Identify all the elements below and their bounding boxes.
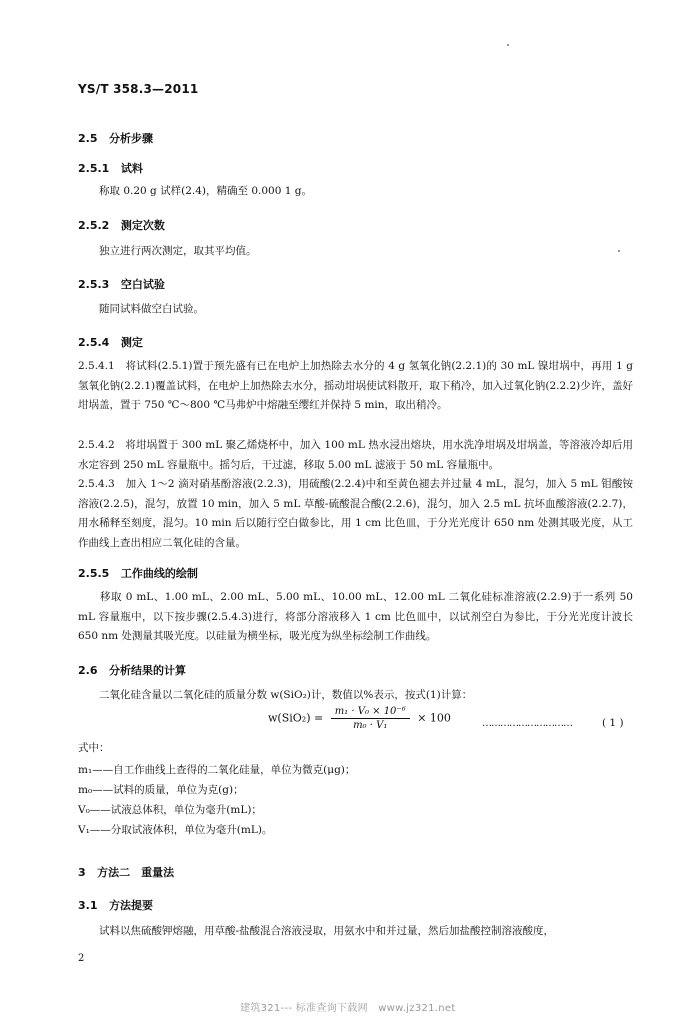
section-2-5-3-heading: [78, 276, 165, 292]
section-number: 2.5.2: [78, 219, 110, 232]
section-title: 试料: [120, 162, 143, 175]
section-2-5-2-text: 独立进行两次测定，取其平均值。: [99, 245, 257, 257]
formula-rhs: × 100: [417, 711, 451, 725]
section-2-5-4-heading: [78, 334, 143, 350]
section-2-6-text: 二氧化硅含量以二氧化硅的质量分数 w(SiO₂)计，数值以%表示，按式(1)计算：: [99, 689, 473, 701]
scan-speck: [618, 250, 620, 252]
paragraph-2-5-4-1: 2.5.4.1 将试料(2.5.1)置于预先盛有已在电炉上加热除去水分的 4 g 氢氧化钠(2.2.1)的 30 mL 镍坩埚中，再用 1 g 氢氧化钠(2.2.1)覆盖试料，在电炉上加热除去水分，摇动坩埚使试料散开，取下稍冷，加入过氧化钠(2.2.2)少许，盖好坩埚盖，置于 750 ℃～800 ℃马弗炉中熔融至缨红并保持 5 min，取出稍冷。: [78, 360, 633, 411]
paragraph-2-5-4-2: 2.5.4.2 将坩埚置于 300 mL 聚乙烯烧杯中，加入 100 mL 热水浸出熔块，用水洗净坩埚及坩埚盖，等溶液冷却后用水定容到 250 mL 容量瓶中。摇匀后，干过滤，移取 5.00 mL 滤液于 50 mL 容量瓶中。: [78, 439, 633, 471]
section-3-1-heading: [78, 897, 153, 913]
section-2-5-3-text: 随同试料做空白试验。: [99, 303, 204, 315]
formula-leader: …………………………: [482, 718, 572, 729]
section-2-5-1-text: 称取 0.20 g 试样(2.4)，精确至 0.000 1 g。: [99, 185, 312, 197]
formula-lhs: w(SiO₂) =: [268, 711, 324, 725]
section-2-5-5-heading: [78, 565, 198, 581]
where-item-m1: m₁——自工作曲线上查得的二氧化硅量，单位为微克(μg)；: [78, 764, 356, 776]
section-number: 2.5.3: [78, 278, 110, 291]
section-title: 工作曲线的绘制: [120, 567, 198, 580]
section-title: 方法提要: [109, 899, 153, 912]
scan-speck: [507, 44, 509, 46]
section-title: 空白试验: [120, 278, 165, 291]
section-2-5-2-heading: [78, 217, 165, 233]
section-title: 分析结果的计算: [109, 664, 186, 677]
section-number: 2.5: [78, 132, 98, 145]
section-2-6-heading: [78, 662, 186, 678]
standard-number: YS/T 358.3—2011: [78, 82, 199, 96]
section-2-5-5-text: 移取 0 mL、1.00 mL、2.00 mL、5.00 mL、10.00 mL、12.00 mL 二氧化硅标准溶液(2.2.9)于一系列 50 mL 容量瓶中，以下按步骤(2.5.4.3)进行，将部分溶液移入 1 cm 比色皿中，以试剂空白为参比，于分光光度计波长 650 nm 处测量其吸光度。以硅量为横坐标，吸光度为纵坐标绘制工作曲线。: [78, 591, 633, 642]
footer-watermark: 建筑321--- 标准查询下载网 www.jz321.net: [240, 1003, 456, 1014]
section-number: 2.5.4: [78, 336, 110, 349]
section-2-5-heading: [78, 130, 153, 146]
section-number: 3: [78, 866, 86, 879]
section-title: 测定次数: [120, 219, 165, 232]
formula-1: [268, 706, 451, 731]
formula-fraction: [331, 706, 410, 731]
section-number: 2.6: [78, 664, 98, 677]
formula-denominator: m₀ · V₁: [353, 720, 388, 731]
section-3-1-text: 试料以焦硫酸钾熔融，用草酸-盐酸混合溶液浸取，用氨水中和并过量，然后加盐酸控制溶液酸度，: [99, 925, 555, 937]
section-title: 分析步骤: [109, 132, 153, 145]
section-number: 3.1: [78, 899, 98, 912]
paragraph-2-5-4-3: 2.5.4.3 加入 1～2 滴对硝基酚溶液(2.2.3)，用硫酸(2.2.4)中和至黄色褪去并过量 4 mL，混匀，加入 5 mL 钼酸铵溶液(2.2.5)，混匀，放置 10 min，加入 5 mL 草酸-硫酸混合酸(2.2.6)，混匀，加入 2.5 mL 抗坏血酸溶液(2.2.7)，用水稀释至刻度，混匀。10 min 后以随行空白做参比，用 1 cm 比色皿，于分光光度计 650 nm 处测其吸光度，从工作曲线上查出相应二氧化硅的含量。: [78, 478, 633, 549]
section-number: 2.5.5: [78, 567, 110, 580]
section-title: 方法二 重量法: [97, 866, 175, 879]
section-2-5-1-heading: [78, 160, 143, 176]
section-title: 测定: [120, 336, 143, 349]
where-item-v1: V₁——分取试液体积，单位为毫升(mL)。: [78, 824, 273, 836]
where-item-v0: V₀——试液总体积，单位为毫升(mL)；: [78, 804, 262, 816]
where-intro: 式中：: [78, 742, 110, 754]
formula-numerator: m₁ · V₀ × 10⁻⁶: [331, 706, 410, 719]
where-item-m0: m₀——试料的质量，单位为克(g)；: [78, 784, 244, 796]
section-3-heading: [78, 864, 174, 880]
section-number: 2.5.1: [78, 162, 110, 175]
formula-number: ( 1 ): [602, 717, 624, 729]
page-number: 2: [78, 953, 85, 964]
